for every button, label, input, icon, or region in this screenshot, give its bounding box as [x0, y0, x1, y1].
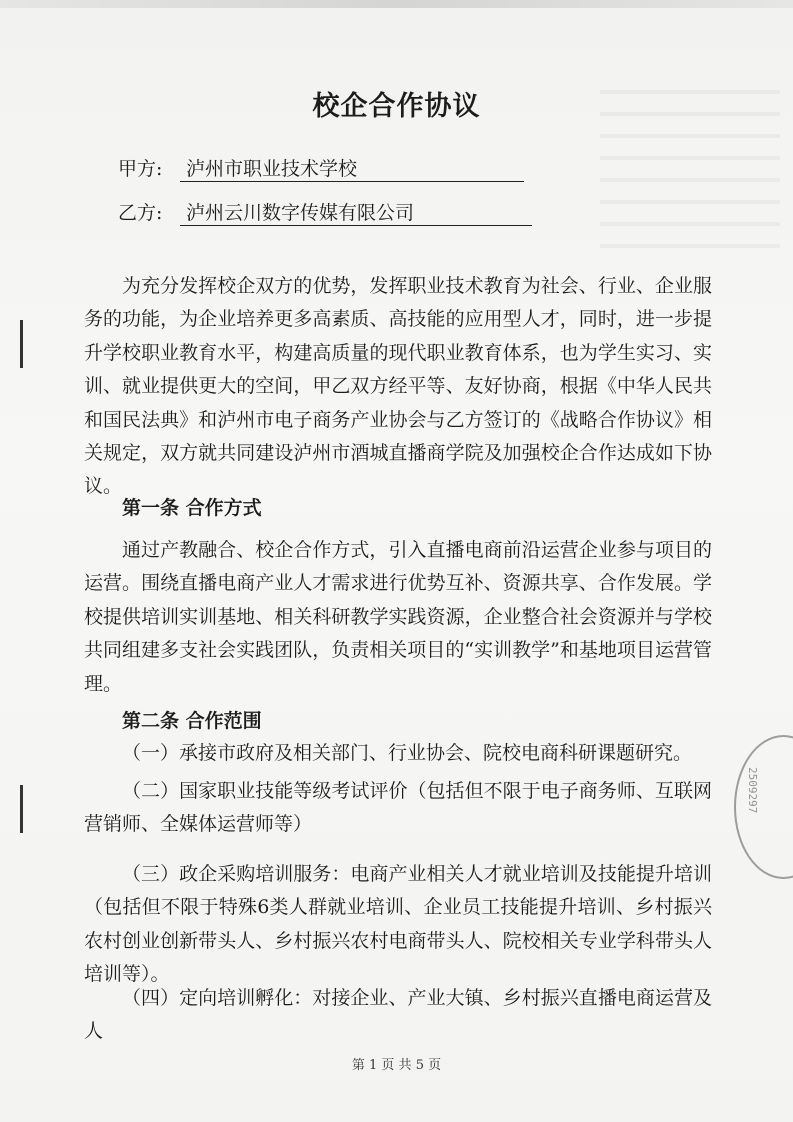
party-a-label: 甲方: [118, 158, 163, 180]
party-a-name: 泸州市职业技术学校 [180, 158, 524, 182]
party-b-label: 乙方: [118, 202, 163, 224]
section-1-paragraph: 通过产教融合、校企合作方式，引入直播电商前沿运营企业参与项目的运营。围绕直播电商产业人才需求进行优势互补、资源共享、合作发展。学校提供培训实训基地、相关科研教学实践资源，企业整合社会资源并与学校共同组建多支社会实践团队，负责相关项目的“实训教学”和基地项目运营管理。 [84, 539, 712, 695]
section-1-heading: 第一条 合作方式 [122, 497, 262, 519]
party-a [118, 154, 524, 182]
page-number: 第 1 页 共 5 页 [351, 1058, 442, 1073]
intro-paragraph: 为充分发挥校企双方的优势，发挥职业技术教育为社会、行业、企业服务的功能，为企业培养更多高素质、高技能的应用型人才，同时，进一步提升学校职业教育水平，构建高质量的现代职业教育体系，也为学生实习、实训、就业提供更大的空间，甲乙双方经平等、友好协商，根据《中华人民共和国民法典》和泸州市电子商务产业协会与乙方签订的《战略合作协议》相关规定，双方就共同建设泸州市酒城直播商学院及加强校企合作达成如下协议。 [84, 275, 712, 498]
section-2-item: （二）国家职业技能等级考试评价（包括但不限于电子商务师、互联网营销师、全媒体运营师等） [84, 780, 712, 836]
section-2-heading: 第二条 合作范围 [122, 710, 262, 732]
section-2-item: （一）承接市政府及相关部门、行业协会、院校电商科研课题研究。 [122, 742, 693, 764]
section-2-item: （三）政企采购培训服务：电商产业相关人才就业培训及技能提升培训（包括但不限于特殊6类人群就业培训、企业员工技能提升培训、乡村振兴农村创业创新带头人、乡村振兴农村电商带头人、院校相关专业学科带头人培训等）。 [84, 863, 712, 986]
scan-margin-mark [20, 320, 23, 368]
party-b-name: 泸州云川数字传媒有限公司 [180, 202, 532, 226]
party-b [118, 198, 532, 226]
scan-margin-mark [20, 785, 23, 833]
document-title: 校企合作协议 [312, 91, 481, 122]
section-2-item: （四）定向培训孵化：对接企业、产业大镇、乡村振兴直播电商运营及人 [84, 987, 712, 1043]
seal-stamp: 2509297 [734, 735, 793, 879]
scan-edge [0, 0, 793, 8]
